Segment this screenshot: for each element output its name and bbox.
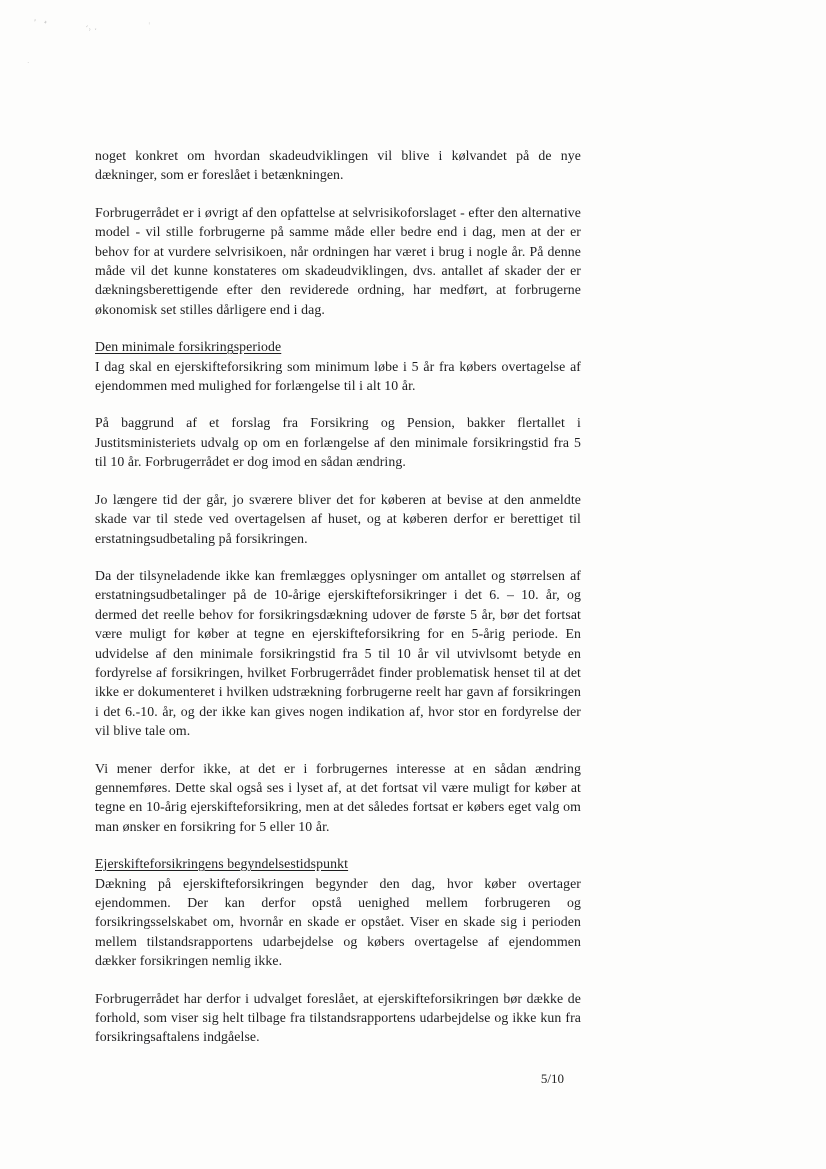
paragraph: I dag skal en ejerskifteforsikring som minimum løbe i 5 år fra købers overtagelse af ejendommen med mulighed for forlængelse til i alt 10 år. [95,358,581,394]
paragraph: Forbrugerrådet er i øvrigt af den opfattelse at selvrisikoforslaget - efter den alternative model - vil stille forbrugerne på samme måde eller bedre end i dag, men at der er behov for at vurdere selvrisikoen, når ordningen har været i brug i nogle år. På denne måde vil det kunne konstateres om skadeudviklingen, dvs. antallet af skader der er dækningsberettigende efter den reviderede ordning, har medført, at forbrugerne økonomisk set stilles dårligere end i dag. [95,204,581,317]
paragraph: Dækning på ejerskifteforsikringen begynder den dag, hvor køber overtager ejendommen. Der kan derfor opstå uenighed mellem forbrugeren og forsikringsselskabet om, hvornår en skade er opstået. Viser en skade sig i perioden mellem tilstandsrapportens udarbejdelse og købers overtagelse af ejendommen dækker forsikringen nemlig ikke. [95,875,581,969]
document-text-column [95,146,581,1065]
section-heading: Den minimale forsikringsperiode [95,339,282,355]
paragraph: Vi mener derfor ikke, at det er i forbrugernes interesse at en sådan ændring gennemføres. Dette skal også ses i lyset af, at det fortsat vil være muligt for køber at tegne en 10-årig ejerskifteforsikring, men at det således fortsat er købers eget valg om man ønsker en forsikring for 5 eller 10 år. [95,760,581,834]
paragraph: noget konkret om hvordan skadeudviklingen vil blive i kølvandet på de nye dækninger, som er foreslået i betænkningen. [95,148,581,183]
section-heading: Ejerskifteforsikringens begyndelsestidspunkt [95,856,349,872]
paragraph: På baggrund af et forslag fra Forsikring og Pension, bakker flertallet i Justitsministeriets udvalg op om en forlængelse af den minimale forsikringstid fra 5 til 10 år. Forbrugerrådet er dog imod en sådan ændring. [95,415,581,470]
scan-artifact: ˊ˒ ˑ [83,25,98,37]
scan-artifact: ˈ [148,22,151,32]
paragraph: Jo længere tid der går, jo sværere bliver det for køberen at bevise at den anmeldte skade var til stede ved overtagelsen af huset, og at køberen derfor er berettiget til erstatningsudbetaling på forsikringen. [95,491,581,546]
scan-artifact: ʼ ˖ [33,16,50,30]
paragraph: Da der tilsyneladende ikke kan fremlægges oplysninger om antallet og størrelsen af erstatningsudbetalinger på de 10-årige ejerskifteforsikringer i det 6. – 10. år, og dermed det reelle behov for forsikringsdækning udover de første 5 år, bør det fortsat være muligt for køber at tegne en ejerskifteforsikring for en 5-årig periode. En udvidelse af den minimale forsikringstid fra 5 til 10 år vil utvivlsomt betyde en fordyrelse af forsikringen, hvilket Forbrugerrådet finder problematisk henset til at det ikke er dokumenteret i hvilken udstrækning forbrugerne reelt har gavn af forsikringen i det 6.-10. år, og der ikke kan gives nogen indikation af, hvor stor en fordyrelse der vil blive tale om. [95,567,581,739]
paragraph: Forbrugerrådet har derfor i udvalget foreslået, at ejerskifteforsikringen bør dække de forhold, som viser sig helt tilbage fra tilstandsrapportens udarbejdelse og ikke kun fra forsikringsaftalens indgåelse. [95,990,581,1045]
scan-artifact: ˙ [26,62,31,72]
page-number: 5/10 [540,1071,564,1086]
